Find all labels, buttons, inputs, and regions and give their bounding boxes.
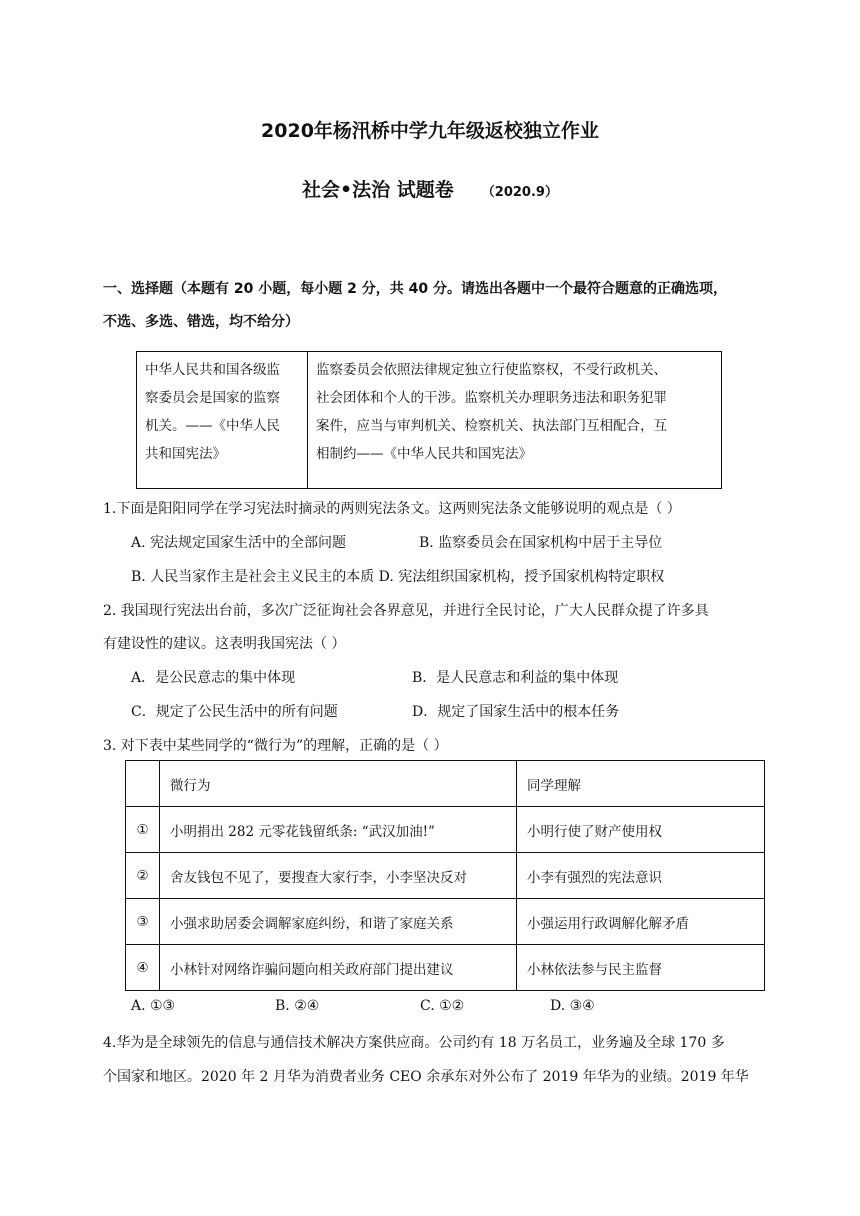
question-3-stem: 3. 对下表中某些同学的“微行为”的理解，正确的是（ ） (103, 738, 448, 754)
quote-left-line: 共和国宪法》 (145, 446, 226, 462)
table-header-act: 微行为 (160, 761, 517, 807)
question-3-option-b: B. ②④ (275, 998, 320, 1014)
row-number: ② (126, 853, 160, 899)
row-understanding: 小强运用行政调解化解矛盾 (517, 899, 765, 945)
question-4-line2: 个国家和地区。2020 年 2 月华为消费者业务 CEO 余承东对外公布了 2019 年华为的业绩。2019 年华 (103, 1069, 749, 1085)
section-heading-line2: 不选、多选、错选，均不给分） (103, 314, 299, 330)
table-row (126, 853, 765, 899)
question-2-stem-line1: 2. 我国现行宪法出台前，多次广泛征询社会各界意见，并进行全民讨论，广大人民群众提了许多具 (103, 603, 709, 619)
quote-left-line: 中华人民共和国各级监 (145, 362, 280, 378)
row-behavior: 舍友钱包不见了，要搜查大家行李，小李坚决反对 (160, 853, 517, 899)
question-1-options-cd: B. 人民当家作主是社会主义民主的本质 D. 宪法组织国家机构，授予国家机构特定职权 (131, 569, 665, 585)
question-2-stem-line2: 有建设性的建议。这表明我国宪法（ ） (103, 636, 346, 652)
row-behavior: 小林针对网络诈骗问题向相关政府部门提出建议 (160, 945, 517, 991)
question-1-option-b: B. 监察委员会在国家机构中居于主导位 (419, 535, 663, 551)
table-row (126, 945, 765, 991)
quote-right-cell (308, 352, 722, 489)
row-behavior: 小强求助居委会调解家庭纠纷，和谐了家庭关系 (160, 899, 517, 945)
question-3-option-d: D. ③④ (550, 998, 595, 1014)
quote-right-line: 监察委员会依照法律规定独立行使监察权，不受行政机关、 (316, 362, 667, 378)
question-1-stem: 1.下面是阳阳同学在学习宪法时摘录的两则宪法条文。这两则宪法条文能够说明的观点是（ ） (103, 501, 681, 517)
row-number: ③ (126, 899, 160, 945)
constitution-quote-table (136, 351, 722, 489)
question-2-option-a: A．是公民意志的集中体现 (131, 670, 296, 686)
table-row (126, 899, 765, 945)
quote-right-line: 社会团体和个人的干涉。监察机关办理职务违法和职务犯罪 (316, 390, 667, 406)
row-understanding: 小李有强烈的宪法意识 (517, 853, 765, 899)
quote-right-line: 案件，应当与审判机关、检察机关、执法部门互相配合，互 (316, 418, 667, 434)
quote-right-line: 相制约——《中华人民共和国宪法》 (316, 446, 532, 462)
row-number: ④ (126, 945, 160, 991)
question-2-option-d: D．规定了国家生活中的根本任务 (412, 704, 620, 720)
table-row (126, 807, 765, 853)
row-number: ① (126, 807, 160, 853)
exam-title: 2020年杨汛桥中学九年级返校独立作业 (261, 120, 599, 142)
row-behavior: 小明捐出 282 元零花钱留纸条: “武汉加油!” (160, 807, 517, 853)
question-4-line1: 4.华为是全球领先的信息与通信技术解决方案供应商。公司约有 18 万名员工，业务遍及全球 170 多 (103, 1035, 725, 1051)
quote-left-line: 机关。——《中华人民 (145, 418, 280, 434)
question-2-option-b: B．是人民意志和利益的集中体现 (412, 670, 619, 686)
question-3-option-a: A. ①③ (131, 998, 176, 1014)
table-header-row (126, 761, 765, 807)
micro-behavior-table (125, 760, 765, 991)
subject-title: 社会•法治 试题卷 (302, 179, 454, 201)
question-1-option-a: A. 宪法规定国家生活中的全部问题 (131, 535, 347, 551)
quote-left-cell (137, 352, 308, 489)
question-2-option-c: C．规定了公民生活中的所有问题 (131, 704, 338, 720)
table-header-view: 同学理解 (517, 761, 765, 807)
table-header-num (126, 761, 160, 807)
quote-left-line: 察委员会是国家的监察 (145, 390, 280, 406)
row-understanding: 小明行使了财产使用权 (517, 807, 765, 853)
exam-date: （2020.9） (481, 185, 558, 200)
exam-subtitle (0, 175, 860, 202)
section-heading-line1: 一、选择题（本题有 20 小题，每小题 2 分，共 40 分。请选出各题中一个最符合题意的正确选项， (103, 281, 727, 297)
row-understanding: 小林依法参与民主监督 (517, 945, 765, 991)
question-3-option-c: C. ①② (420, 998, 465, 1014)
